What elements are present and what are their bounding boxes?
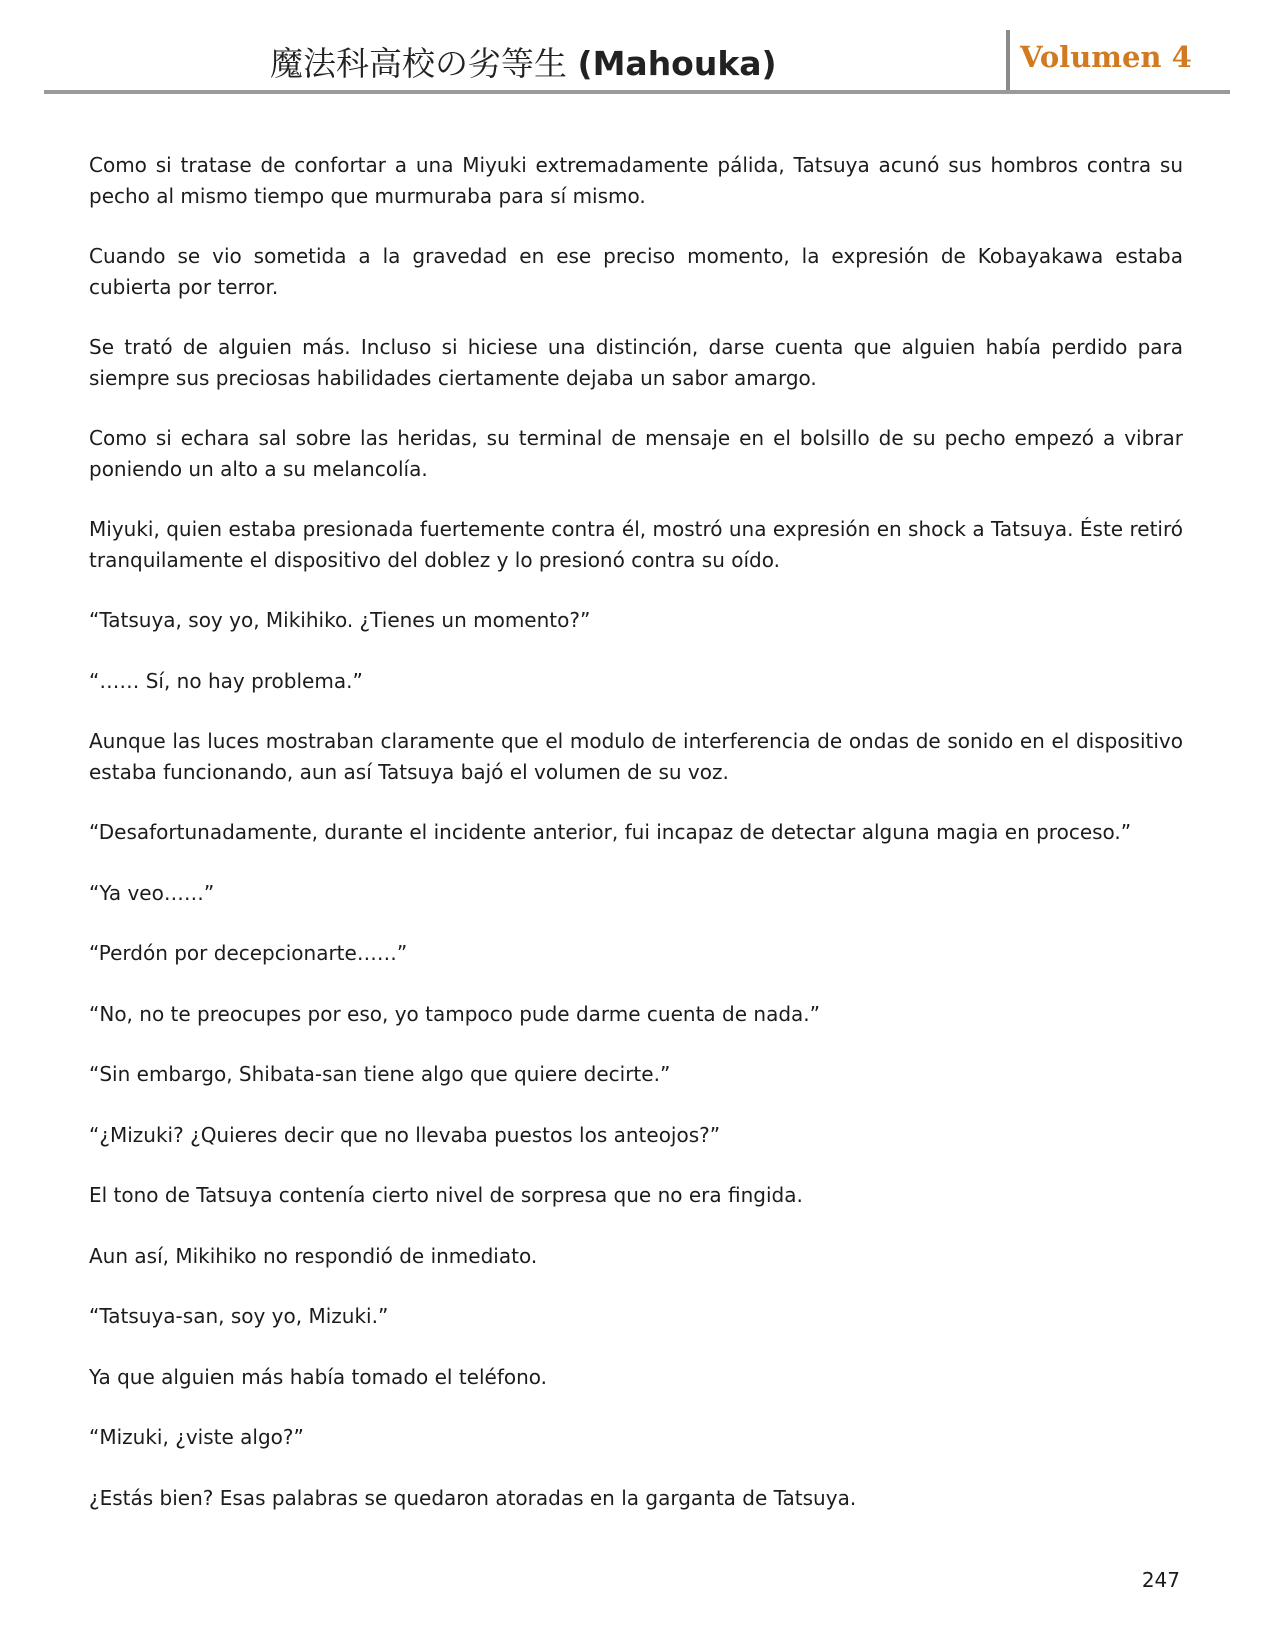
page-number: 247 <box>1141 1568 1180 1592</box>
book-title <box>270 38 777 85</box>
paragraph: “Mizuki, ¿viste algo?” <box>89 1425 304 1449</box>
paragraph: “Ya veo……” <box>89 880 215 905</box>
paragraph: Como si tratase de confortar a una Miyuki extremadamente pálida, Tatsuya acunó sus hombros contra su pecho al mismo tiempo que murmuraba para sí mismo. <box>89 153 1183 208</box>
header-divider <box>1006 30 1010 92</box>
page-body <box>89 150 1183 1543</box>
paragraph: “Tatsuya-san, soy yo, Mizuki.” <box>89 1304 389 1328</box>
paragraph: Aun así, Mikihiko no respondió de inmediato. <box>89 1243 538 1268</box>
paragraph: “No, no te preocupes por eso, yo tampoco pude darme cuenta de nada.” <box>89 1001 820 1026</box>
book-title-latin: (Mahouka) <box>577 44 777 83</box>
paragraph: “Desafortunadamente, durante el incidente anterior, fui incapaz de detectar alguna magia en proceso.” <box>89 820 1132 844</box>
paragraph: “Tatsuya, soy yo, Mikihiko. ¿Tienes un momento?” <box>89 608 591 632</box>
paragraph: El tono de Tatsuya contenía cierto nivel de sorpresa que no era fingida. <box>89 1183 803 1207</box>
paragraph: Como si echara sal sobre las heridas, su terminal de mensaje en el bolsillo de su pecho empezó a vibrar poniendo un alto a su melancolía. <box>89 426 1183 481</box>
paragraph: “¿Mizuki? ¿Quieres decir que no llevaba puestos los anteojos?” <box>89 1122 721 1147</box>
paragraph: Miyuki, quien estaba presionada fuertemente contra él, mostró una expresión en shock a Tatsuya. Éste retiró tranquilamente el dispositivo del doblez y lo presionó contra su oído. <box>89 517 1183 572</box>
paragraph: Aunque las luces mostraban claramente que el modulo de interferencia de ondas de sonido en el dispositivo estaba funcionando, aun así Tatsuya bajó el volumen de su voz. <box>89 729 1183 784</box>
page-header <box>0 0 1275 100</box>
volume-label: Volumen 4 <box>1020 40 1192 74</box>
header-rule <box>44 90 1230 94</box>
paragraph: Cuando se vio sometida a la gravedad en ese preciso momento, la expresión de Kobayakawa estaba cubierta por terror. <box>89 244 1183 299</box>
paragraph: ¿Estás bien? Esas palabras se quedaron atoradas en la garganta de Tatsuya. <box>89 1485 857 1510</box>
paragraph: Se trató de alguien más. Incluso si hiciese una distinción, darse cuenta que alguien había perdido para siempre sus preciosas habilidades ciertamente dejaba un sabor amargo. <box>89 335 1183 390</box>
book-title-japanese: 魔法科高校の劣等生 <box>270 44 567 83</box>
paragraph: “Perdón por decepcionarte……” <box>89 941 408 965</box>
paragraph: “…… Sí, no hay problema.” <box>89 668 363 693</box>
paragraph: “Sin embargo, Shibata-san tiene algo que quiere decirte.” <box>89 1062 671 1086</box>
paragraph: Ya que alguien más había tomado el teléfono. <box>89 1364 548 1389</box>
